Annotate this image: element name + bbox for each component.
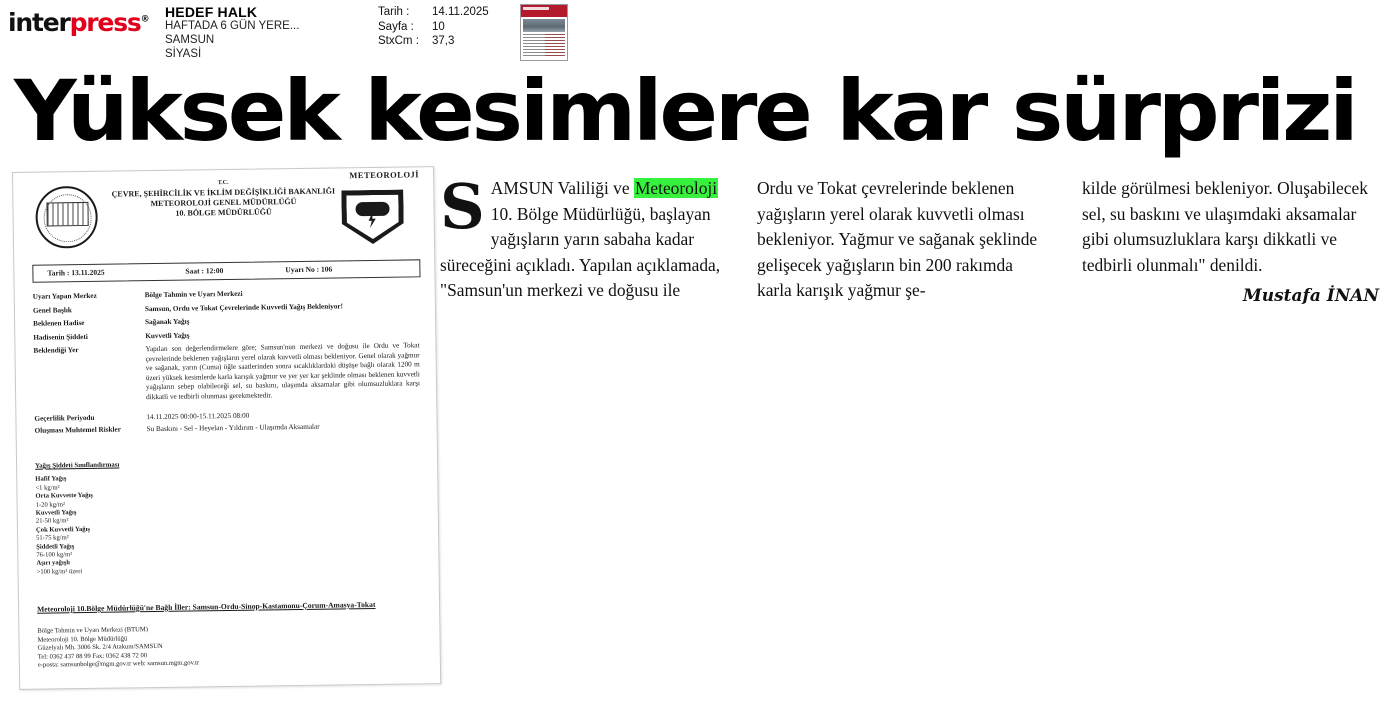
article-text-column-2: Ordu ve Tokat çevrelerinde beklenen yağışların yerel olarak kuvvetli olması bekleniyor. Yağmur ve sağanak şeklinde gelişecek yağışların bin 200 rakımda karla karışık yağmur şe- <box>757 178 1038 300</box>
validity-label: Geçerlilik Periyodu <box>34 413 95 423</box>
highlighted-keyword: Meteoroloji <box>634 178 718 198</box>
thumbnail-photo <box>523 19 565 32</box>
thumbnail-masthead <box>521 5 567 17</box>
table-row <box>33 314 419 329</box>
logo-registered-mark: ® <box>140 14 149 25</box>
footer-line: Tel: 0362 437 88 99 Fax: 0362 438 72 00 <box>37 651 148 661</box>
class-value: >100 kg/m² üzeri <box>36 567 83 576</box>
document-validity-block <box>34 407 420 436</box>
risks-value: Su Baskını - Sel - Heyelan - Yıldırım - Ulaşımda Aksamalar <box>146 422 320 434</box>
footer-line: Güzelyalı Mh. 3006 Sk. 2/4 Atakum/SAMSUN <box>37 643 163 652</box>
clipping-metadata <box>378 5 489 49</box>
class-name: Orta Kuvvette Yağış <box>35 492 93 500</box>
page-thumbnail[interactable] <box>520 4 568 61</box>
field-label: Beklenen Hadise <box>33 319 85 328</box>
precipitation-classification <box>35 459 277 577</box>
class-value: <1 kg/m² <box>35 484 60 492</box>
field-value: Samsun, Ordu ve Tokat Çevrelerinde Kuvvetli Yağış Bekleniyor! <box>144 301 344 313</box>
document-time: Saat : 12:00 <box>185 266 224 276</box>
field-label: Genel Başlık <box>32 305 72 315</box>
article-column-1 <box>440 170 732 304</box>
document-topbar <box>32 259 420 282</box>
meta-label-date: Tarih : <box>378 6 410 18</box>
document-field-table <box>33 287 421 407</box>
meta-row-date <box>378 5 489 20</box>
article-byline: Mustafa İNAN <box>1242 286 1379 306</box>
field-value: Sağanak Yağış <box>145 317 190 327</box>
classification-title: Yağış Şiddeti Sınıflandırması <box>35 461 120 470</box>
class-value: 76-100 kg/m² <box>36 551 73 559</box>
publication-frequency: HAFTADA 6 GÜN YERE... <box>165 20 300 32</box>
footer-line: Meteoroloji 10. Bölge Müdürlüğü <box>37 635 128 644</box>
clipping-header-bar <box>0 0 1385 62</box>
field-value: Kuvvetli Yağış <box>145 331 190 340</box>
meta-value-stxcm: 37,3 <box>432 35 455 47</box>
footer-line: Bölge Tahmin ve Uyarı Merkezi (BTUM) <box>37 626 149 635</box>
document-directorate: METEOROLOJİ GENEL MÜDÜRLÜĞÜ <box>150 197 297 209</box>
class-value: 21-50 kg/m² <box>35 517 69 526</box>
meta-row-page <box>378 20 489 35</box>
list-item <box>36 557 276 577</box>
article-text-column-3: kilde görülmesi bekleniyor. Oluşabilecek sel, su baskını ve ulaşımdaki aksamalar gibi olumsuzluklara karşı dikkatli ve tedbirli olunmalı" denildi. <box>1082 178 1368 275</box>
document-region: 10. BÖLGE MÜDÜRLÜĞÜ <box>175 207 272 218</box>
meteorology-logo-label: METEOROLOJİ <box>349 169 420 181</box>
publication-name: HEDEF HALK <box>165 4 258 20</box>
publication-block <box>165 5 299 61</box>
table-row <box>33 328 419 343</box>
article-column-2 <box>757 176 1052 304</box>
drop-cap: S <box>440 170 485 243</box>
footer-line: e-posta: samsunbolge@mgm.gov.tr web: samsun.mgm.gov.tr <box>37 659 200 670</box>
field-label: Hadisenin Şiddeti <box>33 332 88 342</box>
document-date: Tarih : 13.11.2025 <box>47 267 105 278</box>
field-label: Uyarı Yapan Merkez <box>32 291 97 301</box>
article-text-part-1: AMSUN Valiliği ve <box>490 178 634 198</box>
interpress-logo <box>8 8 148 37</box>
document-tc: T.C. <box>217 179 229 187</box>
field-label: Beklendiği Yer <box>33 346 79 355</box>
logo-text-inter: inter <box>8 8 70 37</box>
class-name: Hafif Yağış <box>35 475 67 484</box>
publication-city: SAMSUN <box>165 34 215 46</box>
thumbnail-text-lines-secondary <box>545 34 565 58</box>
class-name: Çok Kuvvetli Yağış <box>35 525 91 534</box>
field-value: Yapılan son değerlendirmelere göre; Samsun'nun merkezi ve doğusu ile Ordu ve Tokat çevrelerinde beklenen yağışların yerel olarak kuvvetli olması bekleniyor. Genel olarak yağmur ve sağanak, yarın (Cuma) öğle saatlerinden sonra sıcaklıklardaki düşüşe bağlı olarak 1200 m üzeri yüksek kesimlerde karla karışık yağmur ve yer yer kar şeklinde olması beklenen kuvvetli yağışların sebep olabileceği sel, su baskını, ulaşımda aksamalar gibi olumsuzluklara karşı dikkatli ve tedbirli olunması gerekmektedir. <box>145 341 421 401</box>
class-name: Kuvvetli Yağış <box>35 509 77 517</box>
table-row <box>33 341 420 403</box>
table-row <box>33 287 419 302</box>
article-headline: Yüksek kesimlere kar sürprizi <box>14 62 1356 160</box>
meta-value-date: 14.11.2025 <box>432 6 489 18</box>
document-footer <box>37 622 424 670</box>
class-value: 51-75 kg/m² <box>36 534 69 542</box>
document-ministry: ÇEVRE, ŞEHİRCİLİK VE İKLİM DEĞİŞİKLİĞİ BAKANLIĞI <box>111 186 336 199</box>
article-column-3 <box>1082 176 1379 310</box>
document-heading <box>13 175 434 221</box>
meta-value-page: 10 <box>432 20 445 33</box>
meteorology-warning-document-image <box>12 166 441 690</box>
meta-label-stxcm: StxCm : <box>378 35 419 47</box>
class-name: Aşırı yağışlı <box>36 559 71 568</box>
document-warning-number: Uyarı No : 106 <box>285 264 333 275</box>
affiliated-provinces: Meteoroloji 10.Bölge Müdürlüğü'ne Bağlı İller: Samsun-Ordu-Sinop-Kastamonu-Çorum-Amasya-Tokat <box>37 599 376 614</box>
risks-label: Oluşması Muhtemel Riskler <box>34 425 121 435</box>
meta-row-stxcm <box>378 34 489 49</box>
logo-text-press: press <box>69 8 141 37</box>
publication-type: SİYASİ <box>165 48 202 60</box>
article-text-part-2: 10. Bölge Müdürlüğü, başlayan yağışların yarın sabaha kadar süreceğini açıkladı. Yapılan açıklamada, "Samsun'un merkezi ve doğusu ile <box>440 203 721 300</box>
table-row <box>33 301 419 316</box>
class-value: 1-20 kg/m² <box>35 500 65 509</box>
validity-value: 14.11.2025 00:00-15.11.2025 08:00 <box>146 411 250 422</box>
meta-label-page: Sayfa : <box>378 20 414 33</box>
field-value: Bölge Tahmin ve Uyarı Merkezi <box>144 289 243 300</box>
class-name: Şiddetli Yağış <box>36 542 75 551</box>
